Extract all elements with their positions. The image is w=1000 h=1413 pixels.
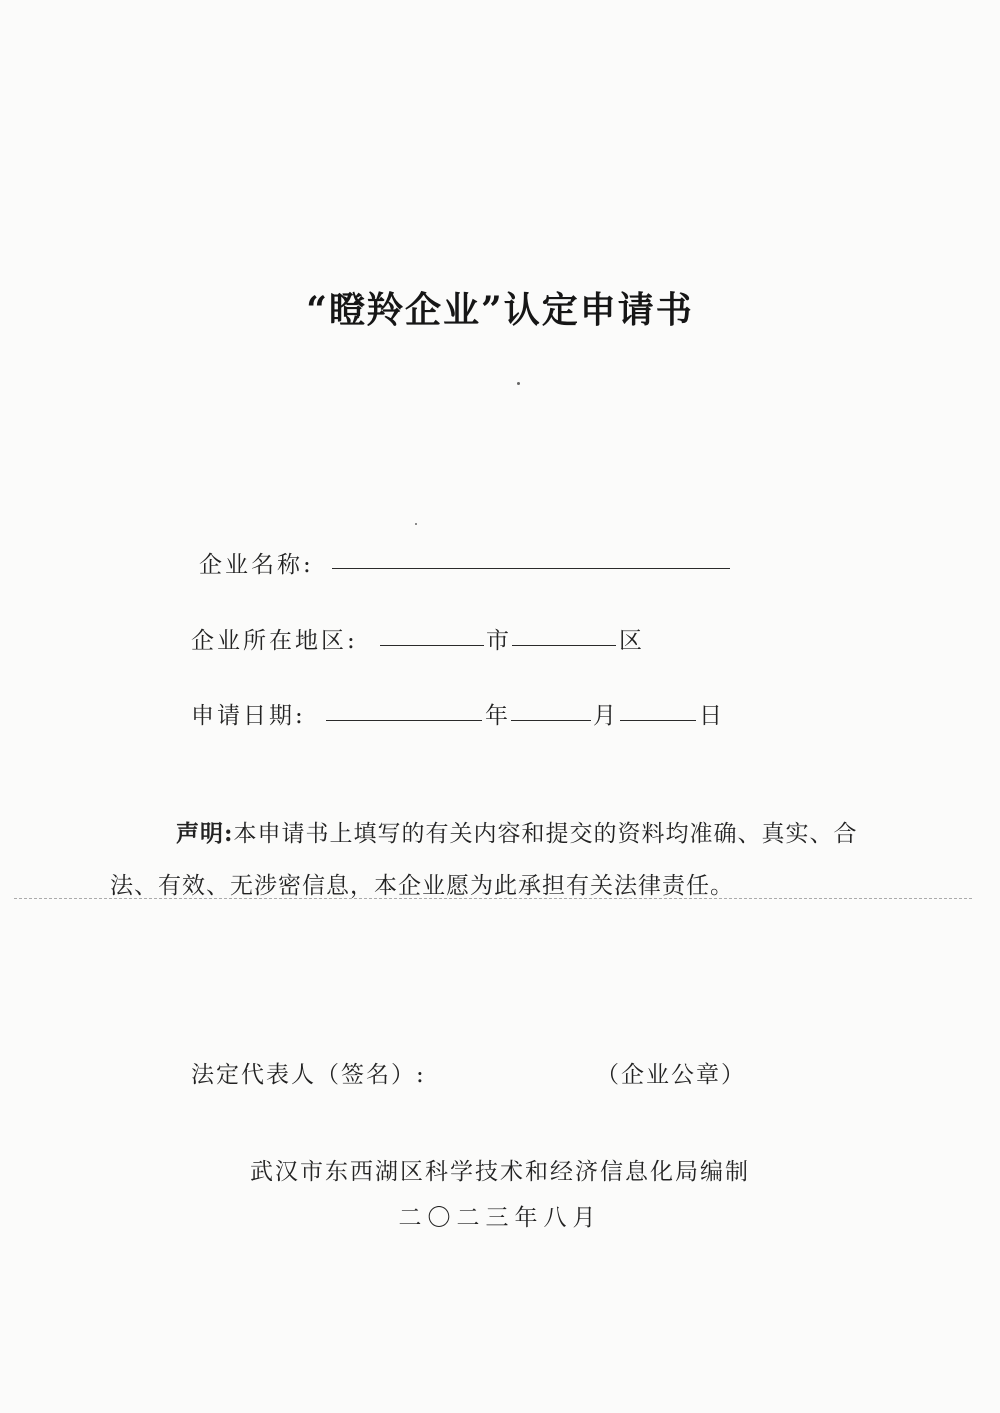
apply-date-label: 申请日期: bbox=[191, 703, 306, 729]
legal-representative-signature-label: 法定代表人（签名）: bbox=[191, 1062, 426, 1088]
region-city-blank[interactable] bbox=[380, 645, 484, 646]
declaration-paragraph bbox=[110, 808, 870, 912]
region-city-unit: 市 bbox=[486, 628, 509, 654]
apply-month-blank[interactable] bbox=[511, 720, 591, 721]
declaration-text: 本申请书上填写的有关内容和提交的资料均准确、真实、合法、有效、无涉密信息，本企业愿为此承担有关法律责任。 bbox=[110, 821, 858, 899]
scan-speck bbox=[415, 523, 417, 525]
declaration-label: 声明: bbox=[176, 820, 234, 847]
company-name-label: 企业名称: bbox=[199, 552, 314, 578]
issue-date: 二〇二三年八月 bbox=[398, 1205, 602, 1231]
company-seal-label: （企业公章） bbox=[596, 1062, 746, 1088]
region-district-blank[interactable] bbox=[512, 645, 616, 646]
region-label: 企业所在地区: bbox=[191, 628, 358, 654]
scan-speck bbox=[517, 382, 520, 385]
region-district-unit: 区 bbox=[619, 628, 642, 654]
document-title: “瞪羚企业”认定申请书 bbox=[306, 289, 694, 331]
issuer-line: 武汉市东西湖区科学技术和经济信息化局编制 bbox=[250, 1159, 750, 1185]
apply-month-unit: 月 bbox=[593, 703, 616, 729]
scan-fold-line bbox=[14, 898, 972, 899]
apply-day-unit: 日 bbox=[699, 703, 722, 729]
apply-year-unit: 年 bbox=[485, 703, 508, 729]
apply-year-blank[interactable] bbox=[326, 720, 482, 721]
apply-day-blank[interactable] bbox=[620, 720, 696, 721]
company-name-blank[interactable] bbox=[332, 568, 730, 569]
